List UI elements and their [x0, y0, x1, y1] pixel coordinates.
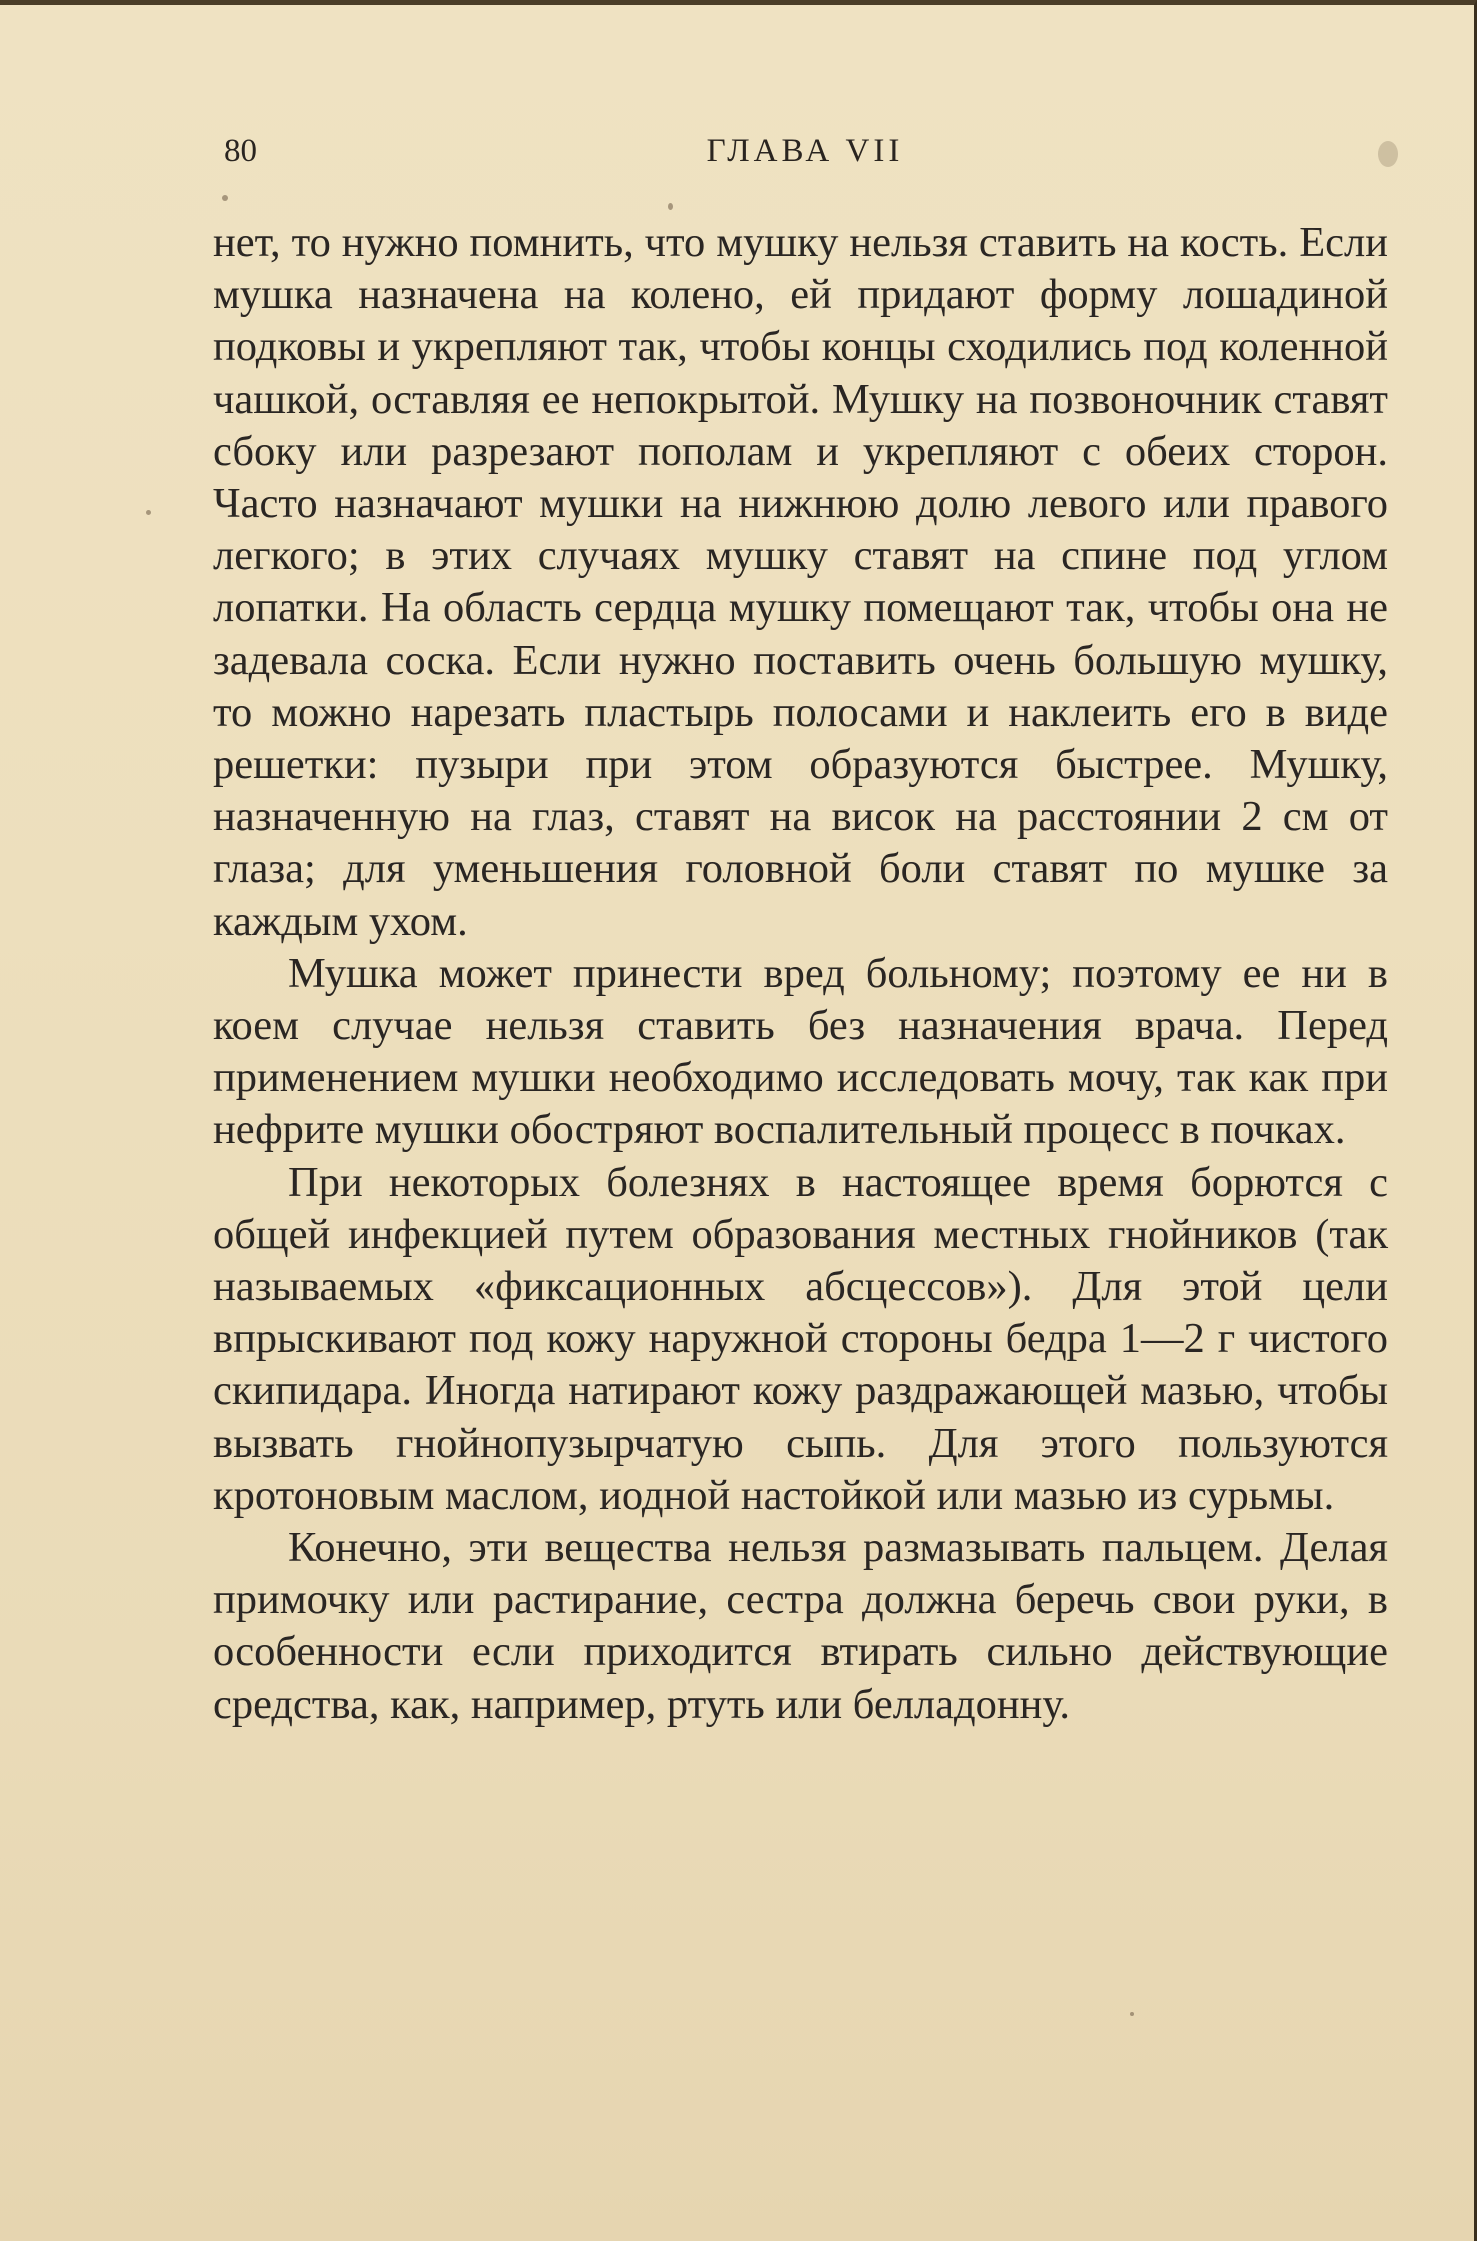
- body-text: [213, 217, 1388, 1731]
- paragraph-3: При некоторых болезнях в настоящее время борются с общей инфекцией путем образования местных гнойников (так называемых «фиксационных абсцессов»). Для этой цели впрыскивают под кожу наружной стороны бедра 1—2 г чистого скипидара. Иногда натирают кожу раздражающей мазью, чтобы вызвать гнойнопузырчатую сыпь. Для этого пользуются кротоновым маслом, иодной настойкой или мазью из сурьмы.: [213, 1158, 1388, 1519]
- chapter-title: ГЛАВА VII: [706, 133, 904, 169]
- print-speck: [222, 195, 228, 201]
- running-head: [220, 133, 1390, 177]
- print-speck: [668, 203, 673, 210]
- paragraph-1: нет, то нужно помнить, что мушку нельзя ставить на кость. Если мушка назначена на колено, ей придают форму лошадиной подковы и укрепляют так, чтобы концы сходились под коленной чашкой, оставляя ее непокрытой. Мушку на позвоночник ставят сбоку или разрезают пополам и укрепляют с обеих сторон. Часто назначают мушки на нижнюю долю левого или правого легкого; в этих случаях мушку ставят на спине под углом лопатки. На область сердца мушку помещают так, чтобы она не задевала соска. Если нужно поставить очень большую мушку, то можно нарезать пластырь полосами и наклеить его в виде решетки: пузыри при этом образуются быстрее. Мушку, назначенную на глаз, ставят на висок на расстоянии 2 см от глаза; для уменьшения головной боли ставят по мушке за каждым ухом.: [213, 219, 1388, 945]
- print-speck: [1378, 141, 1398, 167]
- print-speck: [1130, 2012, 1134, 2016]
- paragraph-2: Мушка может принести вред больному; поэтому ее ни в коем случае нельзя ставить без назначения врача. Перед применением мушки необходимо исследовать мочу, так как при нефрите мушки обостряют воспалительный процесс в почках.: [213, 949, 1388, 1154]
- paragraph-4: Конечно, эти вещества нельзя размазывать пальцем. Делая примочку или растирание, сестра должна беречь свои руки, в особенности если приходится втирать сильно действующие средства, как, например, ртуть или белладонну.: [213, 1524, 1388, 1728]
- print-speck: [146, 510, 151, 515]
- page-number: 80: [224, 133, 257, 169]
